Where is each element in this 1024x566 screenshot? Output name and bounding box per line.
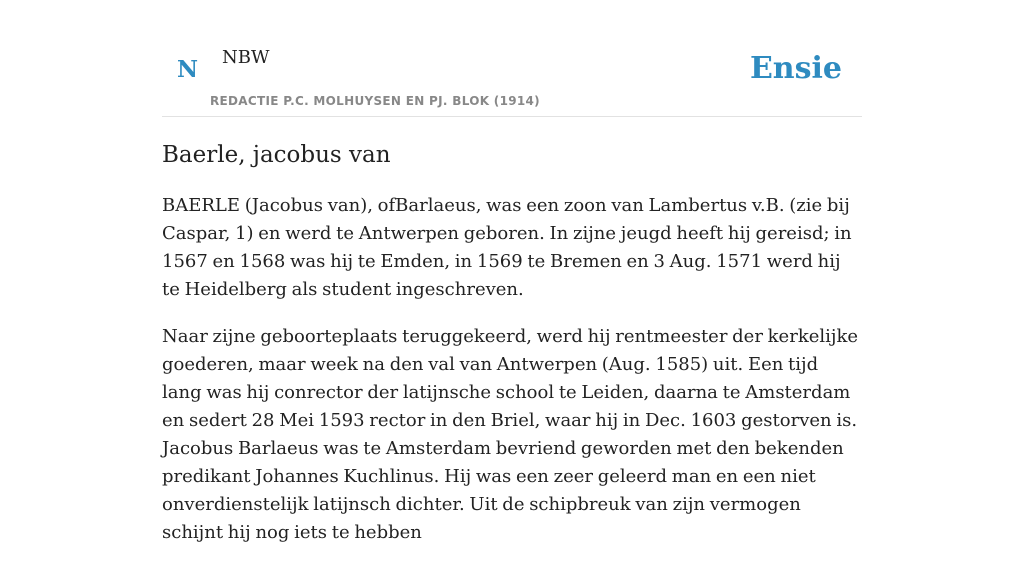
page bbox=[162, 0, 862, 543]
source-logo-icon: N bbox=[177, 56, 199, 83]
article-paragraph: Naar zijne geboorteplaats teruggekeerd, werd hij rentmeester der kerkelijke goederen, maar week na den val van Antwerpen (Aug. 1585) uit. Een tijd lang was hij conrector der latijnsche school te Leiden, daarna te Amsterdam en sedert 28 Mei 1593 rector in den Briel, waar hij in Dec. 1603 gestorven is. Jacobus Barlaeus was te Amsterdam bevriend geworden met den bekenden predikant Johannes Kuchlinus. Hij was een zeer geleerd man en een niet onverdienstelijk latijnsch dichter. Uit de schipbreuk van zijn vermogen schijnt hij nog iets te hebben bbox=[162, 326, 859, 543]
source-subtitle: REDACTIE P.C. MOLHUYSEN EN PJ. BLOK (1914) bbox=[210, 94, 540, 108]
article-body bbox=[162, 192, 862, 566]
article-title: Baerle, jacobus van bbox=[162, 142, 391, 168]
source-title[interactable]: NBW bbox=[222, 47, 270, 68]
header bbox=[162, 0, 862, 117]
article-paragraph: BAERLE (Jacobus van), ofBarlaeus, was een zoon van Lambertus v.B. (zie bij Caspar, 1) en werd te Antwerpen geboren. In zijne jeugd heeft hij gereisd; in 1567 en 1568 was hij te Emden, in 1569 te Bremen en 3 Aug. 1571 werd hij te Heidelberg als student ingeschreven. bbox=[162, 195, 852, 300]
brand-logo-link[interactable]: Ensie bbox=[749, 51, 842, 86]
